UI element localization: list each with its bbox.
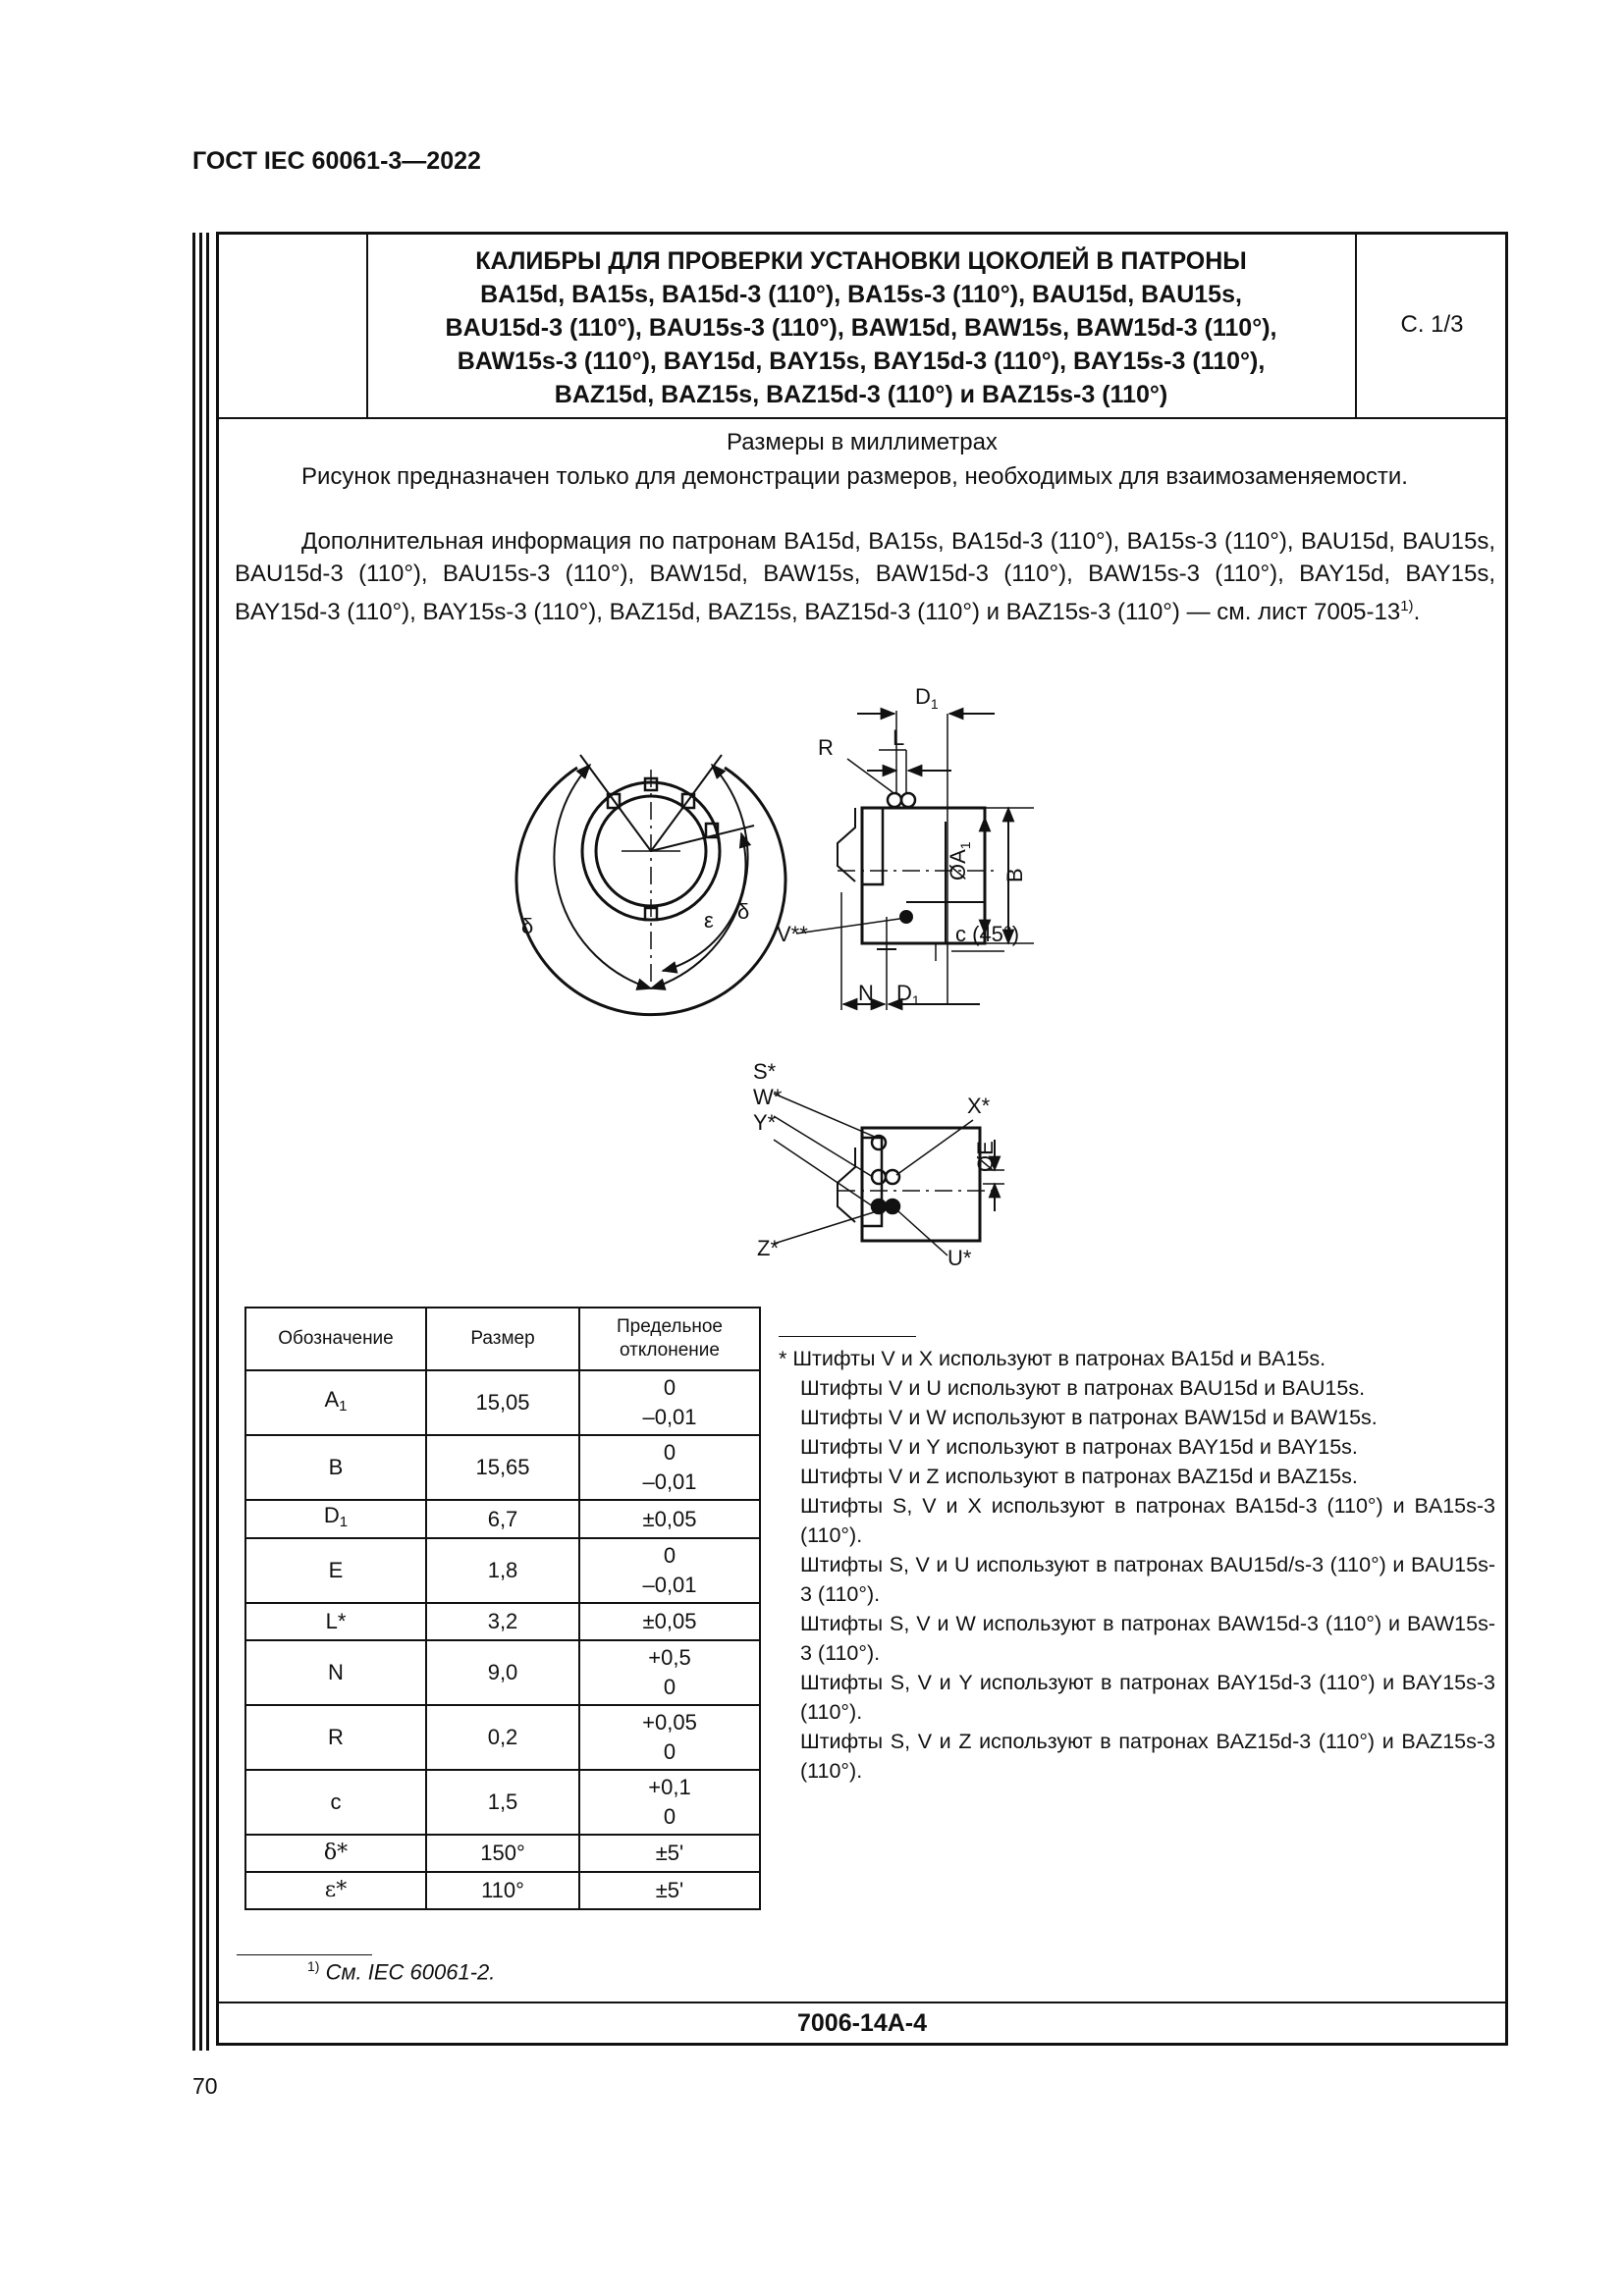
- label-delta: δ: [521, 914, 534, 938]
- title-left-cell: [219, 235, 368, 417]
- table-row: $D_1$ 6,7 ±0,05: [245, 1500, 760, 1538]
- front-view: [516, 755, 785, 1015]
- col-header-designation: Обозначение: [245, 1308, 426, 1370]
- title-page-cell: [1355, 235, 1507, 417]
- table-row: B 15,65 0 –0,01: [245, 1435, 760, 1500]
- sheet-bottom-rule: [219, 2002, 1505, 2003]
- intro-paragraph: Рисунок предназначен только для демонстрации размеров, необходимых для взаимозаменяемости.: [301, 463, 1408, 490]
- note-item: Штифты S, V и Z используют в патронах BAZ15d-3 (110°) и BAZ15s-3 (110°).: [800, 1730, 1495, 1783]
- table-row: R 0,2 +0,05 0: [245, 1705, 760, 1770]
- label-b: B: [1002, 868, 1027, 882]
- label-r: R: [818, 735, 834, 760]
- sheet-page-indicator: С. 1/3: [1400, 311, 1464, 338]
- units-note: Размеры в миллиметрах: [727, 429, 998, 455]
- title-block: [219, 235, 1505, 419]
- label-c45: c (45°): [955, 922, 1020, 946]
- table-row: L* 3,2 ±0,05: [245, 1603, 760, 1640]
- label-d1-top: $D_1$: [915, 684, 939, 712]
- margin-line: [206, 233, 209, 2051]
- table-row: δ* 150° ±5': [245, 1835, 760, 1872]
- standard-sheet: [216, 232, 1508, 2046]
- note-item: Штифты V и W используют в патронах BAW15d и BAW15s.: [800, 1406, 1378, 1429]
- table-row: E 1,8 0 –0,01: [245, 1538, 760, 1603]
- gauge-drawing: [219, 676, 1505, 1295]
- label-s: S*: [753, 1059, 777, 1084]
- note-item: Штифты S, V и W используют в патронах BAW15d-3 (110°) и BAW15s-3 (110°).: [800, 1612, 1495, 1665]
- side-view: [777, 684, 1034, 1010]
- table-row: c 1,5 +0,1 0: [245, 1770, 760, 1835]
- table-row: $A_1$ 15,05 0 –0,01: [245, 1370, 760, 1435]
- notes-rule: [779, 1336, 916, 1337]
- col-header-size: Размер: [426, 1308, 579, 1370]
- note-item: Штифты S, V и U используют в патронах BAU15d/s-3 (110°) и BAU15s-3 (110°).: [800, 1553, 1495, 1606]
- margin-line: [192, 233, 195, 2051]
- table-row: ε* 110° ±5': [245, 1872, 760, 1909]
- pin-notes: [779, 1344, 1495, 1786]
- label-l: L: [893, 725, 905, 750]
- note-item: Штифты S, V и Y используют в патронах BAY15d-3 (110°) и BAY15s-3 (110°).: [800, 1671, 1495, 1724]
- label-u: U*: [947, 1246, 972, 1270]
- label-y: Y*: [753, 1110, 777, 1135]
- footnote-rule: [237, 1954, 372, 1955]
- note-item: * Штифты V и X используют в патронах BA15d и BA15s.: [779, 1347, 1326, 1370]
- label-x: X*: [967, 1094, 991, 1118]
- label-n: N: [858, 981, 874, 1005]
- page-number: 70: [192, 2073, 218, 2099]
- label-epsilon: ε: [704, 908, 714, 933]
- note-item: Штифты V и U используют в патронах BAU15d и BAU15s.: [800, 1376, 1366, 1400]
- label-phi-e: ØE: [973, 1141, 998, 1172]
- document-header: ГОСТ IEC 60061-3—2022: [192, 147, 481, 175]
- dimensions-table: [244, 1307, 761, 1910]
- col-header-tolerance: Предельное отклонение: [579, 1308, 760, 1370]
- pins-view: [753, 1059, 1004, 1270]
- label-d1-bottom: $D_1$: [896, 981, 920, 1008]
- sheet-title: КАЛИБРЫ ДЛЯ ПРОВЕРКИ УСТАНОВКИ ЦОКОЛЕЙ В ПАТРОНЫ BA15d, BA15s, BA15d-3 (110°), BA15s-3 (110°), BAU15d, BAU15s, BAU15d-3 (110°), BAU15s-3 (110°), BAW15d, BAW15s, BAW15d-3 (110°), BAW15s-3 (110°), BAY15d, BAY15s, BAY15d-3 (110°), BAY15s-3 (110°), BAZ15d, BAZ15s, BAZ15d-3 (110°) и BAZ15s-3 (110°): [445, 247, 1277, 408]
- label-delta-right: δ: [737, 899, 750, 924]
- table-header-row: [245, 1308, 760, 1370]
- label-phi-a1: $ØA_1$: [946, 841, 973, 881]
- sheet-code: 7006-14A-4: [796, 2009, 928, 2037]
- label-w: W*: [753, 1085, 783, 1109]
- footnote: $^{1)}$ См. IEC 60061-2.: [307, 1958, 496, 1985]
- note-item: Штифты S, V и X используют в патронах BA15d-3 (110°) и BA15s-3 (110°).: [800, 1494, 1495, 1547]
- reference-paragraph: Дополнительная информация по патронам BA15d, BA15s, BA15d-3 (110°), BA15s-3 (110°), BAU15d, BAU15s, BAU15d-3 (110°), BAU15s-3 (110°), BAW15d, BAW15s, BAW15d-3 (110°), BAW15s-3 (110°), BAY15d, BAY15s, BAY15d-3 (110°), BAY15s-3 (110°), BAZ15d, BAZ15s, BAZ15d-3 (110°) и BAZ15s-3 (110°) — см. лист 7005-13$^{1)}$.: [235, 528, 1495, 625]
- note-item: Штифты V и Z используют в патронах BAZ15d и BAZ15s.: [800, 1465, 1358, 1488]
- label-v: V**: [777, 922, 808, 946]
- table-row: N 9,0 +0,5 0: [245, 1640, 760, 1705]
- note-item: Штифты V и Y используют в патронах BAY15d и BAY15s.: [800, 1435, 1358, 1459]
- margin-line: [199, 233, 202, 2051]
- label-z: Z*: [757, 1236, 779, 1260]
